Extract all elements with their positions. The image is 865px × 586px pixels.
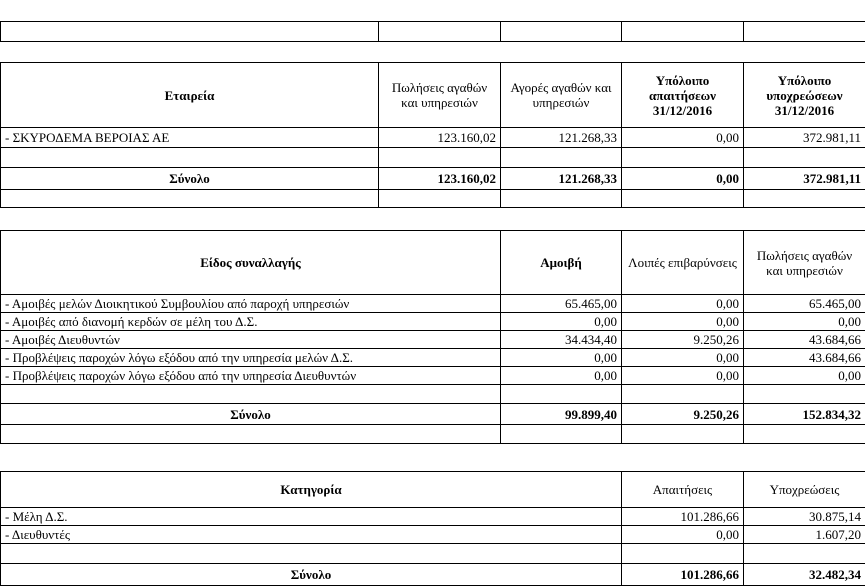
- column-header: Πωλήσεις αγαθών και υπηρεσιών: [379, 63, 501, 128]
- table-row: [1, 128, 865, 148]
- row-label: - Προβλέψεις παροχών λόγω εξόδου από την υπηρεσία Διευθυντών: [1, 367, 501, 385]
- row-label: - Αμοιβές από διανομή κερδών σε μέλη του Δ.Σ.: [1, 313, 501, 331]
- column-header: Υπόλοιπο απαιτήσεων 31/12/2016: [622, 63, 744, 128]
- column-header: Πωλήσεις αγαθών και υπηρεσιών: [744, 231, 865, 295]
- cell-value: 0,00: [622, 313, 744, 331]
- cell-value: 0,00: [744, 367, 865, 385]
- column-header: Αμοιβή: [501, 231, 622, 295]
- table-header-row: [1, 472, 865, 508]
- cell-value: 101.286,66: [622, 508, 744, 526]
- column-header: Είδος συναλλαγής: [1, 231, 501, 295]
- empty-row: [1, 385, 865, 404]
- row-label: - ΣΚΥΡΟΔΕΜΑ ΒΕΡΟΙΑΣ ΑΕ: [1, 128, 379, 148]
- total-value: 0,00: [622, 168, 744, 190]
- total-value: 152.834,32: [744, 404, 865, 425]
- column-header: Εταιρεία: [1, 63, 379, 128]
- cell-value: 0,00: [744, 313, 865, 331]
- total-value: 32.482,34: [744, 564, 865, 586]
- column-header: Υποχρεώσεις: [744, 472, 865, 508]
- cell-value: 0,00: [622, 128, 744, 148]
- row-label: - Διευθυντές: [1, 526, 622, 544]
- cell-value: 30.875,14: [744, 508, 865, 526]
- table-row: [1, 367, 865, 385]
- company-transactions-table: [0, 62, 865, 208]
- total-value: 101.286,66: [622, 564, 744, 586]
- row-label: - Αμοιβές μελών Διοικητικού Συμβουλίου από παροχή υπηρεσιών: [1, 295, 501, 313]
- empty-row: [1, 190, 865, 208]
- total-value: 99.899,40: [501, 404, 622, 425]
- total-label: Σύνολο: [1, 564, 622, 586]
- cell-value: 65.465,00: [744, 295, 865, 313]
- column-header: Υπόλοιπο υποχρεώσεων 31/12/2016: [744, 63, 865, 128]
- cell-value: 65.465,00: [501, 295, 622, 313]
- table-row: [1, 295, 865, 313]
- total-label: Σύνολο: [1, 168, 379, 190]
- total-row: [1, 168, 865, 190]
- table-header-row: [1, 63, 865, 128]
- column-header: Κατηγορία: [1, 472, 622, 508]
- column-header: Αγορές αγαθών και υπηρεσιών: [501, 63, 622, 128]
- cell-value: 372.981,11: [744, 128, 865, 148]
- column-header: Απαιτήσεις: [622, 472, 744, 508]
- cell-value: 9.250,26: [622, 331, 744, 349]
- cell-value: 0,00: [501, 313, 622, 331]
- table-row: [1, 313, 865, 331]
- cell-value: 0,00: [622, 526, 744, 544]
- total-label: Σύνολο: [1, 404, 501, 425]
- receivables-payables-table: [0, 471, 865, 586]
- total-value: 121.268,33: [501, 168, 622, 190]
- empty-row: [1, 425, 865, 444]
- cell-value: 0,00: [622, 367, 744, 385]
- total-row: [1, 404, 865, 425]
- cell-value: 123.160,02: [379, 128, 501, 148]
- cell-value: 0,00: [622, 349, 744, 367]
- row-label: - Προβλέψεις παροχών λόγω εξόδου από την υπηρεσία μελών Δ.Σ.: [1, 349, 501, 367]
- remuneration-table: [0, 230, 865, 444]
- empty-row: [1, 148, 865, 168]
- total-row: [1, 564, 865, 586]
- cell-value: 0,00: [622, 295, 744, 313]
- table-row: [1, 526, 865, 544]
- cell-value: 0,00: [501, 349, 622, 367]
- total-value: 123.160,02: [379, 168, 501, 190]
- total-value: 372.981,11: [744, 168, 865, 190]
- table-row: [1, 349, 865, 367]
- cell-value: 1.607,20: [744, 526, 865, 544]
- total-value: 9.250,26: [622, 404, 744, 425]
- cell-value: 34.434,40: [501, 331, 622, 349]
- table-row: [1, 331, 865, 349]
- top-empty-table: [0, 21, 865, 42]
- cell-value: 0,00: [501, 367, 622, 385]
- row-label: - Μέλη Δ.Σ.: [1, 508, 622, 526]
- cell-value: 43.684,66: [744, 331, 865, 349]
- cell-value: 43.684,66: [744, 349, 865, 367]
- column-header: Λοιπές επιβαρύνσεις: [622, 231, 744, 295]
- table-row: [1, 508, 865, 526]
- cell-value: 121.268,33: [501, 128, 622, 148]
- empty-row: [1, 544, 865, 564]
- table-header-row: [1, 231, 865, 295]
- row-label: - Αμοιβές Διευθυντών: [1, 331, 501, 349]
